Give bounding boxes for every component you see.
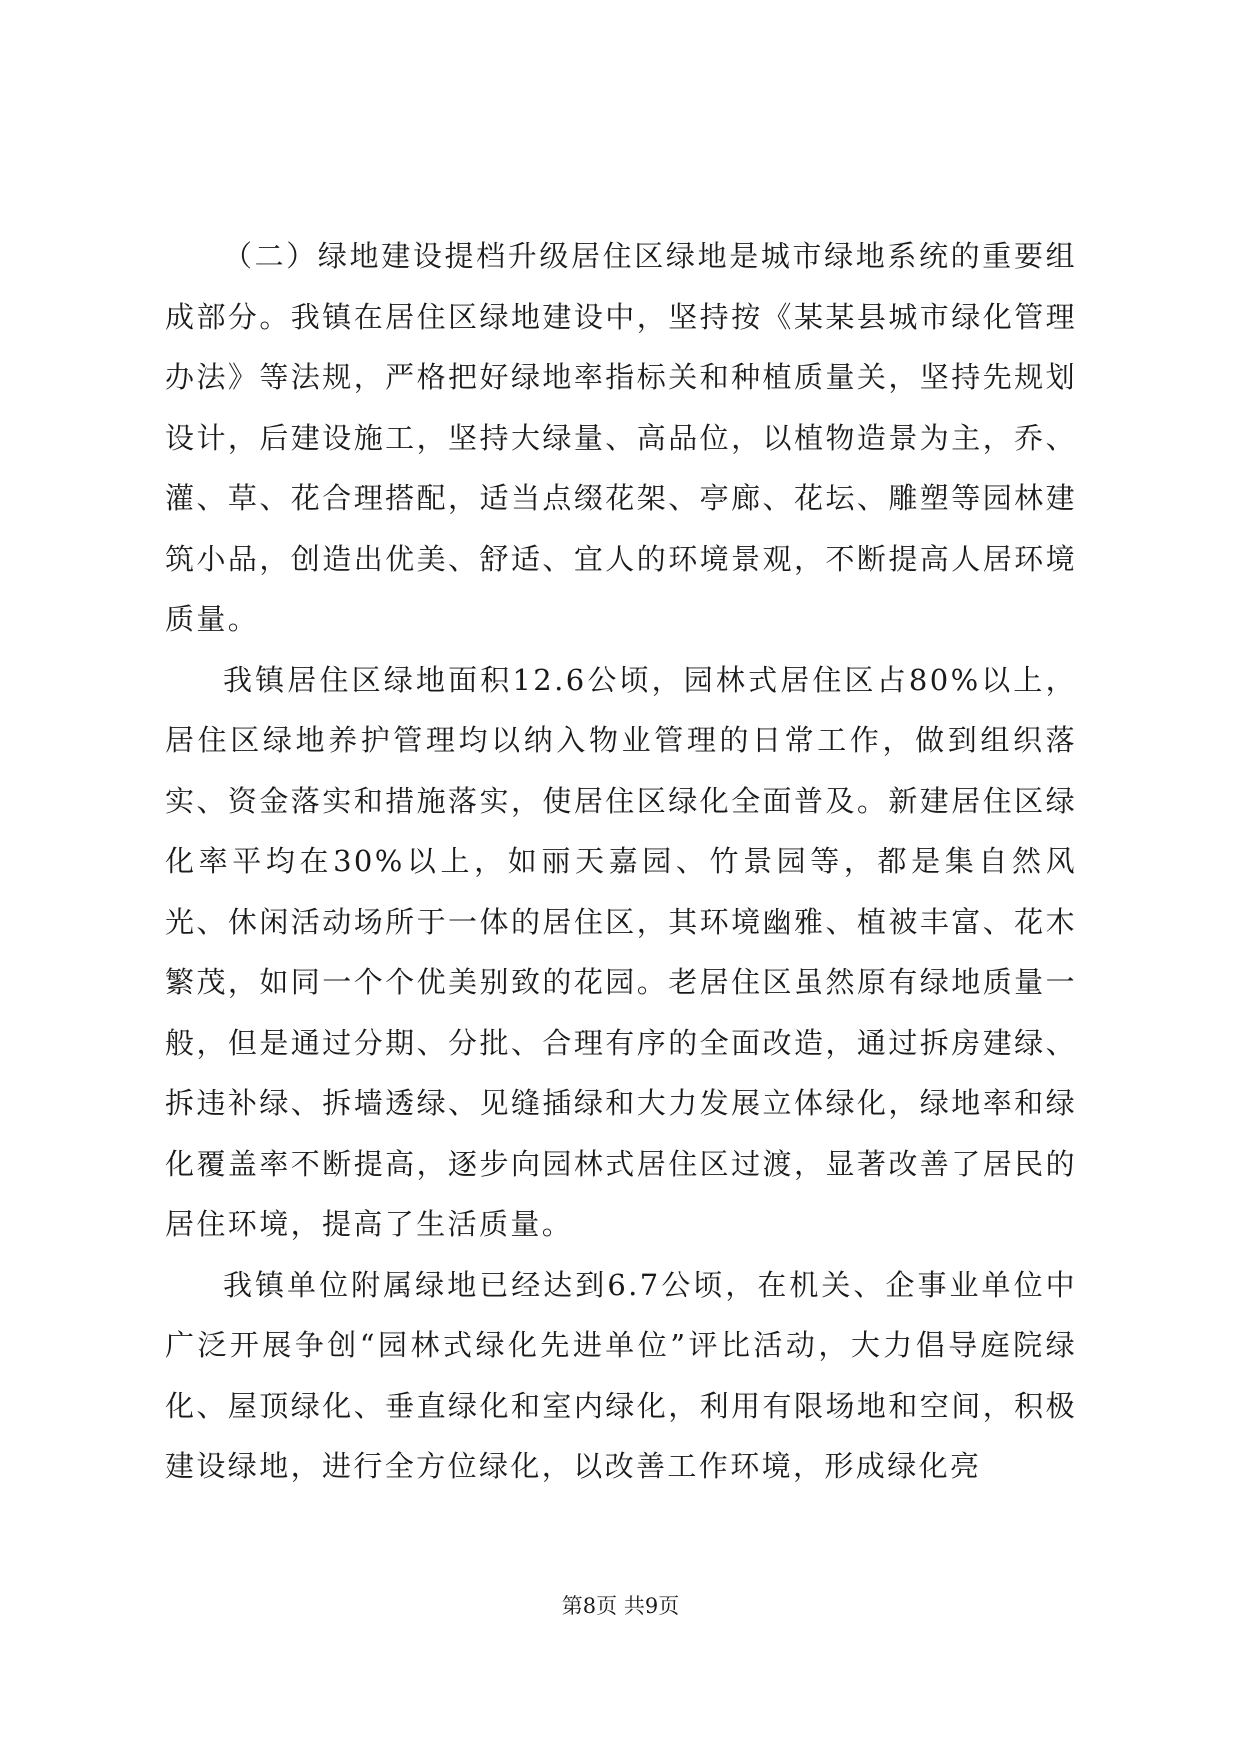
page-number-footer: 第8页 共9页: [561, 1594, 680, 1618]
paragraph-unit-green-area: 我镇单位附属绿地已经达到6.7公顷，在机关、企事业单位中广泛开展争创“园林式绿化先进单位”评比活动，大力倡导庭院绿化、屋顶绿化、垂直绿化和室内绿化，利用有限场地和空间，积极建设绿地，进行全方位绿化，以改善工作环境，形成绿化亮: [165, 1267, 1077, 1483]
paragraph-green-space-upgrade: （二）绿地建设提档升级居住区绿地是城市绿地系统的重要组成部分。我镇在居住区绿地建设中，坚持按《某某县城市绿化管理办法》等法规，严格把好绿地率指标关和种植质量关，坚持先规划设计，后建设施工，坚持大绿量、高品位，以植物造景为主，乔、灌、草、花合理搭配，适当点缀花架、亭廊、花坛、雕塑等园林建筑小品，创造出优美、舒适、宜人的环境景观，不断提高人居环境质量。: [165, 239, 1077, 636]
document-body: [165, 226, 1077, 1497]
paragraph-residential-green-area: 我镇居住区绿地面积12.6公顷，园林式居住区占80%以上，居住区绿地养护管理均以纳入物业管理的日常工作，做到组织落实、资金落实和措施落实，使居住区绿化全面普及。新建居住区绿化率平均在30%以上，如丽天嘉园、竹景园等，都是集自然风光、休闲活动场所于一体的居住区，其环境幽雅、植被丰富、花木繁茂，如同一个个优美别致的花园。老居住区虽然原有绿地质量一般，但是通过分期、分批、合理有序的全面改造，通过拆房建绿、拆违补绿、拆墙透绿、见缝插绿和大力发展立体绿化，绿地率和绿化覆盖率不断提高，逐步向园林式居住区过渡，显著改善了居民的居住环境，提高了生活质量。: [165, 662, 1077, 1241]
